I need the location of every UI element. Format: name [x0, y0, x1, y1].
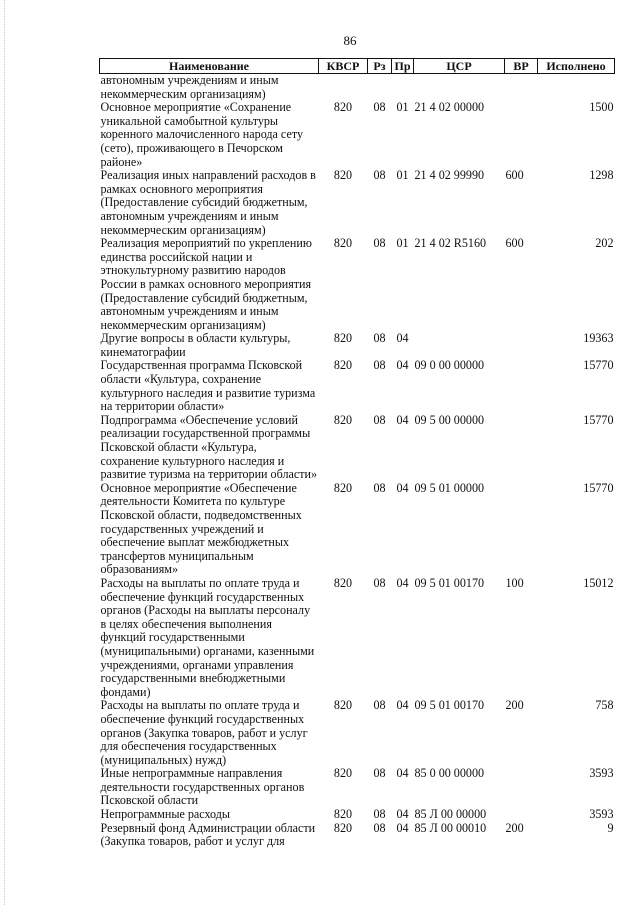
cell-kvsr — [319, 74, 368, 102]
cell-csr: 09 5 01 00170 — [414, 575, 485, 590]
table-row — [100, 822, 615, 849]
cell-pr: 01 — [396, 100, 409, 115]
header-pr: Пр — [392, 59, 414, 74]
cell-csr: 85 Л 00 00010 — [414, 820, 487, 835]
cell-csr: 21 4 02 99990 — [414, 168, 485, 183]
table-row — [100, 237, 615, 332]
cell-pr: 04 — [396, 807, 409, 822]
cell-executed: 9 — [607, 820, 614, 835]
cell-csr: 21 4 02 00000 — [414, 100, 485, 115]
table-row — [100, 74, 615, 102]
table-header-row — [100, 59, 615, 74]
cell-name: Непрограммные расходы — [100, 807, 231, 822]
cell-rz: 08 — [373, 331, 386, 346]
cell-name: Расходы на выплаты по оплате труда и обеспечение функций государственных органов (Расходы на выплаты персоналу в целях обеспечения выполнения функций государственными (муниципальными) органами, казенными учреждениями, органами управления государственными внебюджетными фондами) — [100, 575, 315, 699]
cell-name: Иные непрограммные направления деятельности государственных органов Псковской области — [100, 766, 305, 808]
cell-csr: 09 5 01 00170 — [414, 698, 485, 713]
cell-pr: 01 — [396, 236, 409, 251]
scan-edge-line — [4, 0, 6, 905]
cell-pr: 04 — [396, 575, 409, 590]
cell-pr — [392, 74, 414, 102]
table-row — [100, 101, 615, 169]
table-body — [100, 74, 615, 849]
cell-rz: 08 — [373, 236, 386, 251]
cell-vr — [505, 767, 538, 808]
cell-name: Расходы на выплаты по оплате труда и обеспечение функций государственных органов (Закупка товаров, работ и услуг для обеспечения государственных (муниципальных) нужд) — [100, 698, 308, 767]
cell-rz: 08 — [373, 358, 386, 373]
cell-rz: 08 — [373, 412, 386, 427]
cell-name: автономным учреждениям и иным некоммерческим организациям) — [100, 73, 279, 101]
cell-kvsr: 820 — [333, 766, 353, 781]
header-rz: Рз — [368, 59, 392, 74]
cell-pr: 04 — [396, 820, 409, 835]
table-row — [100, 767, 615, 808]
cell-kvsr: 820 — [333, 480, 353, 495]
cell-pr: 04 — [396, 766, 409, 781]
cell-kvsr: 820 — [333, 820, 353, 835]
cell-kvsr: 820 — [333, 807, 353, 822]
cell-rz: 08 — [373, 168, 386, 183]
header-kvsr: КВСР — [319, 59, 368, 74]
header-vr: ВР — [505, 59, 538, 74]
cell-rz — [368, 74, 392, 102]
cell-rz: 08 — [373, 100, 386, 115]
cell-executed: 15770 — [583, 358, 614, 373]
table-row — [100, 169, 615, 237]
header-csr: ЦСР — [414, 59, 505, 74]
cell-csr: 85 0 00 00000 — [414, 766, 485, 781]
cell-executed: 758 — [595, 698, 614, 713]
table-row — [100, 414, 615, 482]
cell-csr: 09 5 00 00000 — [414, 412, 485, 427]
cell-executed: 3593 — [589, 766, 614, 781]
cell-name: Реализация иных направлений расходов в рамках основного мероприятия (Предоставление субсидий бюджетным, автономным учреждениям и иным некоммерческим организациям) — [100, 168, 316, 237]
cell-csr: 09 0 00 00000 — [414, 358, 485, 373]
cell-name: Реализация мероприятий по укреплению единства российской нации и этнокультурному развитию народов России в рамках основного мероприятия (Предоставление субсидий бюджетным, автономным учреждениям и иным некоммерческим организациям) — [100, 236, 312, 332]
cell-rz: 08 — [373, 575, 386, 590]
table-row — [100, 699, 615, 767]
cell-pr: 04 — [396, 412, 409, 427]
cell-executed: 15770 — [583, 412, 614, 427]
cell-executed — [538, 74, 615, 102]
cell-rz: 08 — [373, 480, 386, 495]
cell-csr: 09 5 01 00000 — [414, 480, 485, 495]
cell-name: Государственная программа Псковской области «Культура, сохранение культурного наследия и развитие туризма на территории области» — [100, 358, 316, 414]
cell-executed: 15012 — [583, 575, 614, 590]
cell-vr: 600 — [505, 168, 524, 183]
table-row — [100, 808, 615, 822]
cell-pr: 04 — [396, 331, 409, 346]
cell-vr — [505, 101, 538, 169]
cell-executed: 1298 — [589, 168, 614, 183]
cell-kvsr: 820 — [333, 698, 353, 713]
cell-kvsr: 820 — [333, 168, 353, 183]
cell-name: Основное мероприятие «Обеспечение деятельности Комитета по культуре Псковской области, подведомственных государственных учреждений и обеспечение выплат межбюджетных трансфертов муниципальным образованиям» — [100, 480, 302, 577]
cell-csr: 85 Л 00 00000 — [414, 807, 487, 822]
cell-vr — [505, 74, 538, 102]
cell-vr — [505, 808, 538, 822]
cell-vr: 200 — [505, 820, 524, 835]
header-executed: Исполнено — [538, 59, 615, 74]
cell-executed: 19363 — [583, 331, 614, 346]
cell-vr: 100 — [505, 575, 524, 590]
cell-rz: 08 — [373, 698, 386, 713]
page-number: 86 — [343, 33, 357, 48]
cell-kvsr: 820 — [333, 358, 353, 373]
cell-executed: 202 — [595, 236, 614, 251]
cell-executed: 3593 — [589, 807, 614, 822]
cell-name: Основное мероприятие «Сохранение уникальной самобытной культуры коренного малочисленного народа сету (сето), проживающего в Печорском районе» — [100, 100, 303, 169]
cell-vr: 600 — [505, 236, 524, 251]
cell-csr: 21 4 02 R5160 — [414, 236, 487, 251]
table-row — [100, 359, 615, 413]
cell-vr — [505, 332, 538, 359]
cell-csr — [414, 74, 505, 102]
cell-pr: 01 — [396, 168, 409, 183]
cell-rz: 08 — [373, 820, 386, 835]
cell-rz: 08 — [373, 807, 386, 822]
cell-pr: 04 — [396, 480, 409, 495]
cell-name: Подпрограмма «Обеспечение условий реализации государственной программы Псковской области «Культура, сохранение культурного наследия и развитие туризма на территории области» — [100, 412, 318, 482]
cell-rz: 08 — [373, 766, 386, 781]
cell-kvsr: 820 — [333, 575, 353, 590]
budget-table — [99, 58, 615, 849]
cell-kvsr: 820 — [333, 236, 353, 251]
cell-kvsr: 820 — [333, 100, 353, 115]
table-row — [100, 577, 615, 699]
cell-kvsr: 820 — [333, 412, 353, 427]
header-name: Наименование — [100, 59, 319, 74]
cell-executed: 15770 — [583, 480, 614, 495]
cell-vr — [505, 359, 538, 413]
cell-vr — [505, 482, 538, 577]
cell-name: Резервный фонд Администрации области (Закупка товаров, работ и услуг для — [100, 820, 316, 849]
cell-executed: 1500 — [589, 100, 614, 115]
cell-vr — [505, 414, 538, 482]
cell-pr: 04 — [396, 698, 409, 713]
cell-pr: 04 — [396, 358, 409, 373]
cell-kvsr: 820 — [333, 331, 353, 346]
table-row — [100, 332, 615, 359]
table-row — [100, 482, 615, 577]
cell-csr — [414, 332, 505, 359]
cell-vr: 200 — [505, 698, 524, 713]
cell-name: Другие вопросы в области культуры, кинематографии — [100, 331, 291, 359]
